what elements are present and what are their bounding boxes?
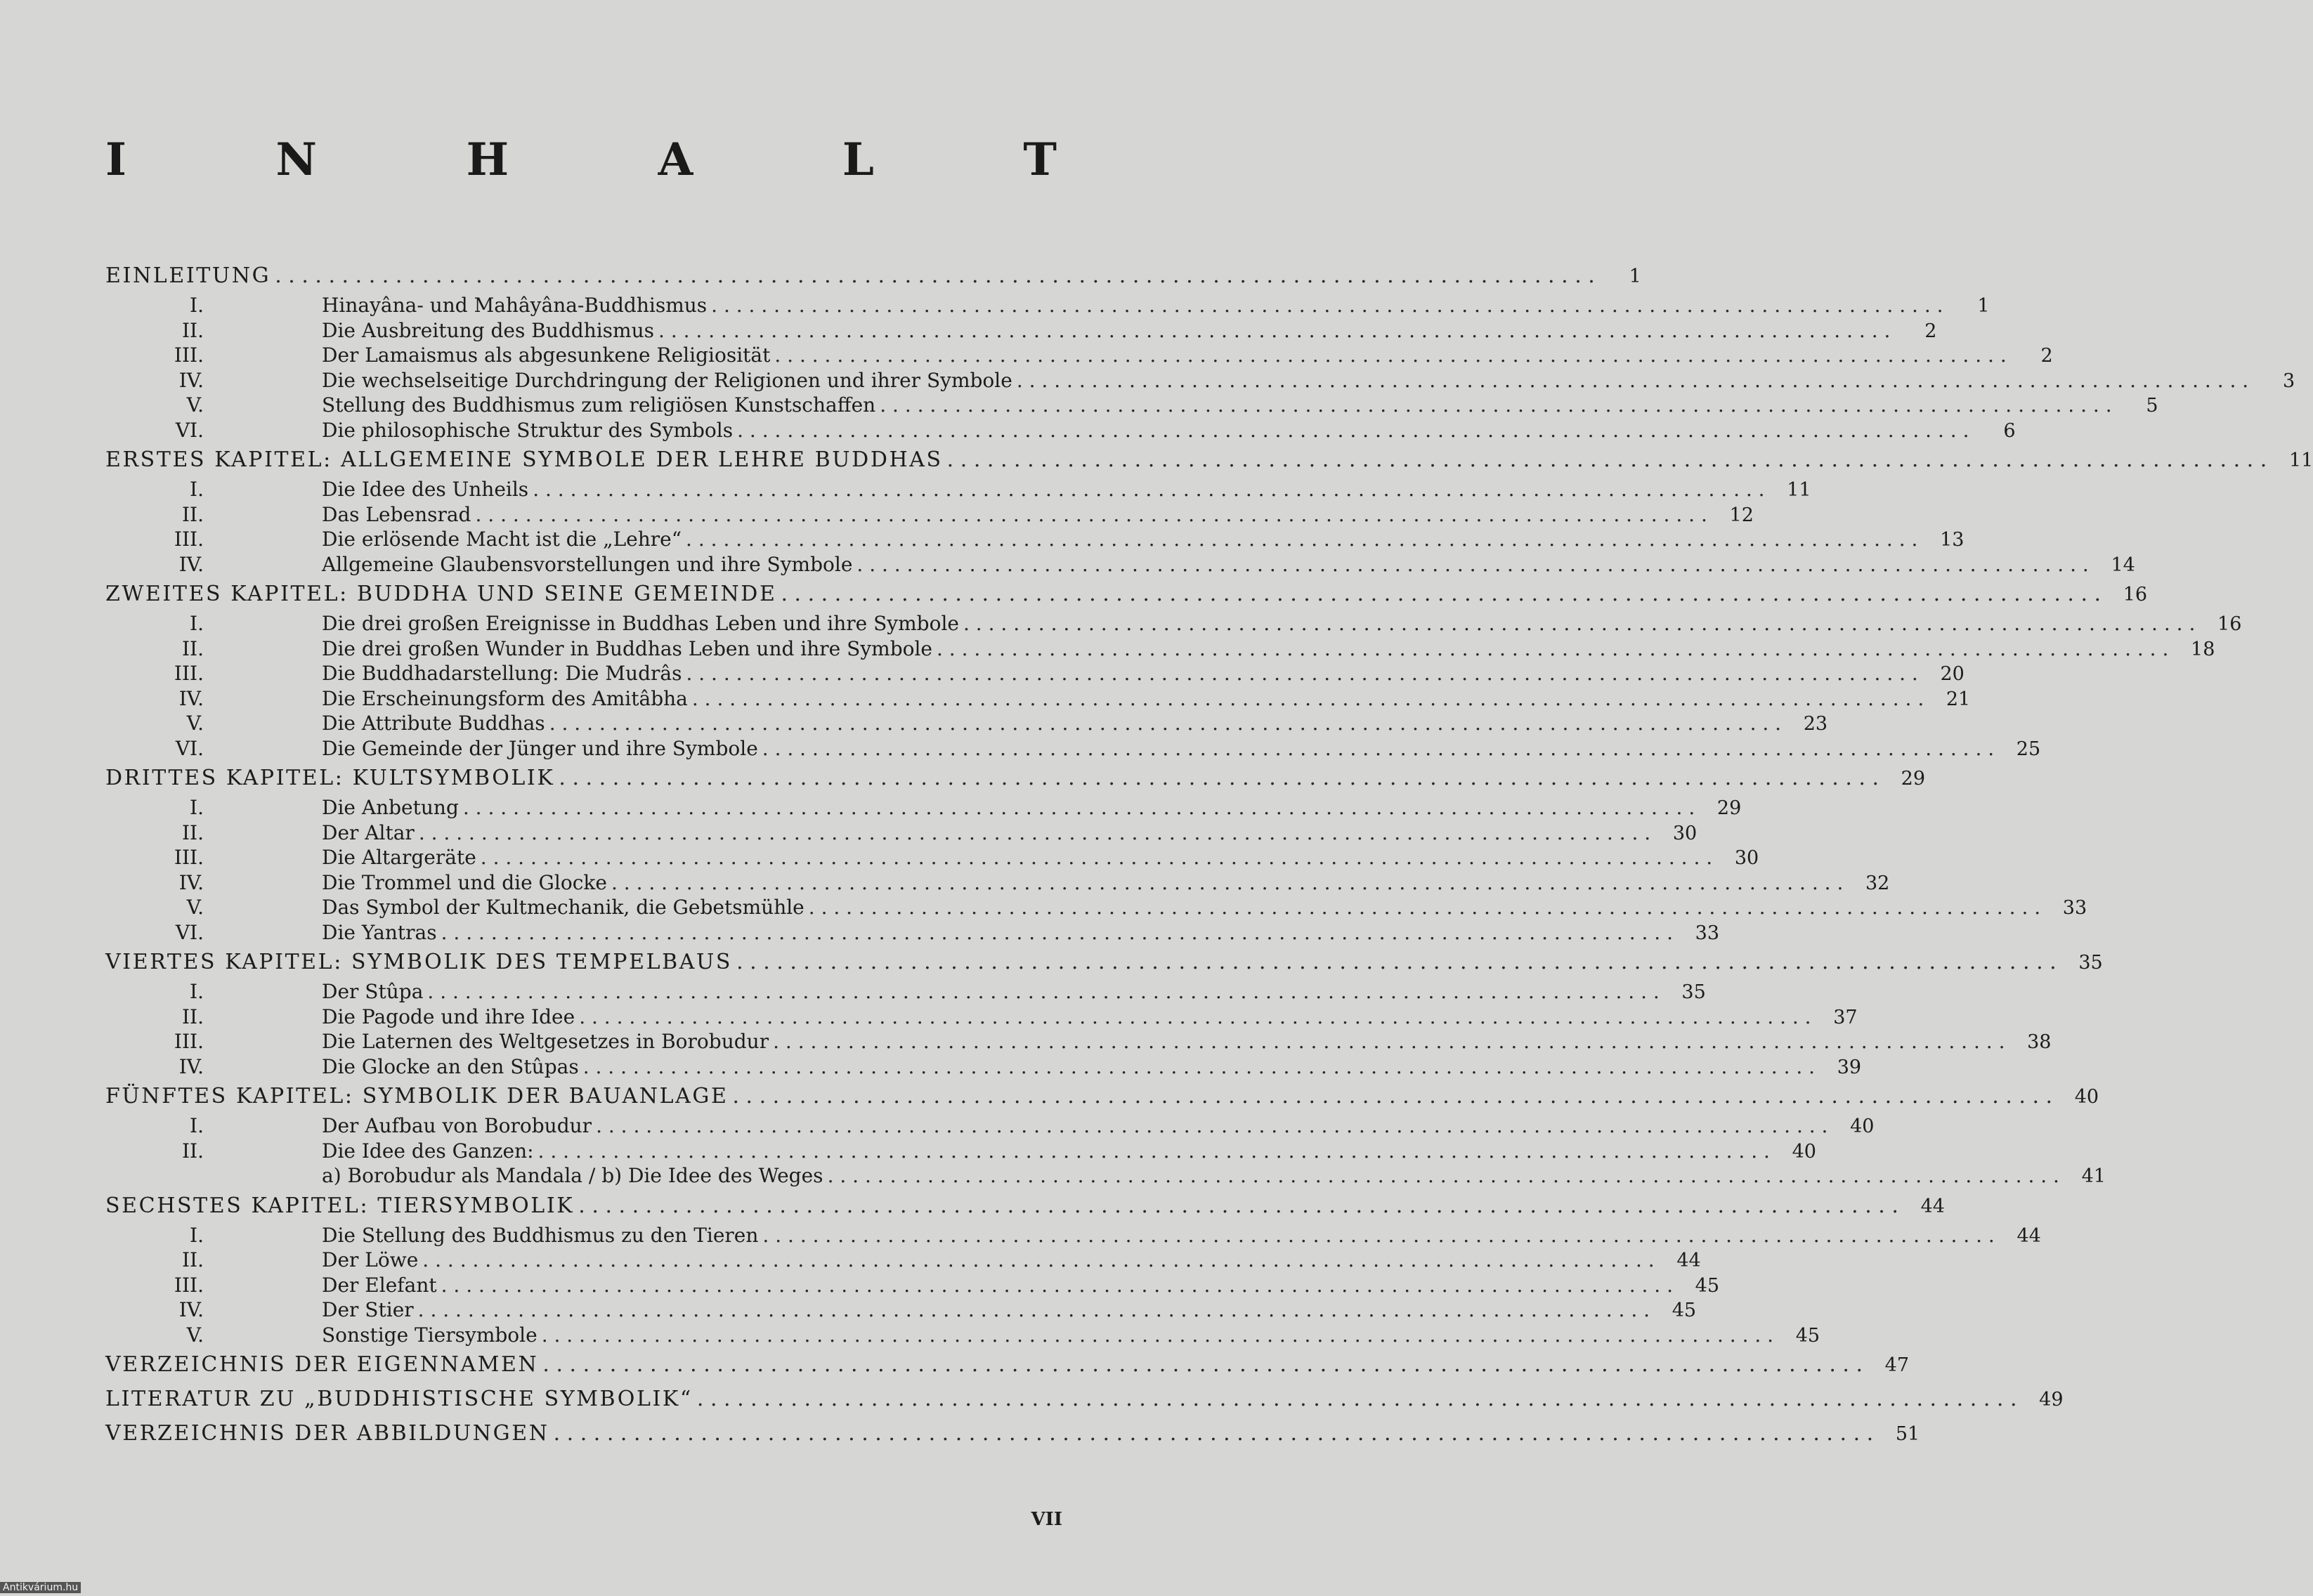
entry-numeral: IV. — [178, 870, 204, 894]
entry-numeral: V. — [186, 393, 204, 417]
page-title — [105, 133, 1057, 186]
toc-entry-row — [105, 477, 1811, 502]
watermark: Antikvárium.hu — [0, 1582, 81, 1593]
entry-numeral: I. — [190, 1223, 204, 1247]
chapter-title: SECHSTES KAPITEL: TIERSYMBOLIK — [105, 1193, 575, 1218]
table-of-contents — [105, 259, 2313, 1451]
page-ref: 1 — [1629, 266, 1641, 287]
dot-leader — [686, 527, 1917, 552]
entry-numeral: IV. — [178, 552, 204, 576]
toc-chapter-row — [105, 761, 1926, 795]
title-letter: T — [1023, 133, 1057, 186]
entry-numeral: I. — [190, 294, 204, 317]
dot-leader — [947, 443, 2267, 477]
toc-entry-row — [105, 920, 1720, 946]
dot-leader — [481, 845, 1712, 870]
page-ref: 16 — [2123, 584, 2148, 606]
entry-title: Der Löwe — [322, 1248, 419, 1271]
page-ref: 25 — [2016, 738, 2041, 760]
page-ref: 21 — [1946, 688, 1971, 710]
entry-title: Der Stier — [322, 1298, 414, 1321]
entry-numeral: III. — [174, 1030, 204, 1053]
page-ref: 3 — [2283, 369, 2295, 392]
toc-entry-row — [105, 1139, 1816, 1164]
page-ref: 44 — [1920, 1195, 1945, 1217]
page-ref: 45 — [1695, 1274, 1720, 1297]
entry-title: Die Ausbreitung des Buddhismus — [322, 318, 655, 342]
page-ref: 45 — [1672, 1300, 1697, 1321]
page-ref: 23 — [1803, 713, 1828, 735]
toc-entry-row — [105, 1163, 2106, 1189]
toc-entry-row — [105, 1005, 1858, 1030]
entry-numeral: VI. — [175, 736, 204, 760]
dot-leader — [463, 795, 1695, 820]
title-letter: H — [466, 133, 509, 186]
page-ref: 20 — [1940, 663, 1965, 685]
page-ref: 6 — [2003, 419, 2016, 442]
dot-leader — [579, 1005, 1811, 1030]
entry-title: Der Altar — [322, 820, 415, 844]
entry-title: Der Aufbau von Borobudur — [322, 1114, 592, 1137]
entry-title: Die Pagode und ihre Idee — [322, 1005, 575, 1028]
dot-leader — [732, 1080, 2052, 1113]
dot-leader — [762, 1223, 1994, 1248]
entry-title: a) Borobudur als Mandala / b) Die Idee des Weges — [322, 1164, 823, 1187]
dot-leader — [611, 870, 1843, 896]
toc-entry-row — [105, 686, 1971, 712]
page-ref: 11 — [1787, 479, 1811, 501]
entry-title: Die Laternen des Weltgesetzes in Borobudur — [322, 1030, 769, 1053]
chapter-title: ZWEITES KAPITEL: BUDDHA UND SEINE GEMEINDE — [105, 582, 777, 606]
dot-leader — [658, 318, 1890, 344]
dot-leader — [774, 343, 2006, 368]
page-ref: 40 — [1850, 1116, 1875, 1137]
entry-numeral: V. — [186, 1323, 204, 1347]
entry-title: Das Symbol der Kultmechanik, die Gebetsmühle — [322, 896, 804, 919]
entry-numeral: II. — [181, 636, 204, 660]
dot-leader — [686, 661, 1917, 686]
entry-title: Der Lamaismus als abgesunkene Religiosität — [322, 344, 771, 367]
toc-entry-row — [105, 820, 1698, 846]
toc-entry-row — [105, 368, 2295, 393]
entry-title: Das Lebensrad — [322, 502, 471, 526]
dot-leader — [542, 1348, 1863, 1382]
entry-numeral: III. — [174, 528, 204, 551]
page-ref: 35 — [2078, 952, 2103, 974]
page-ref: 35 — [1681, 981, 1706, 1003]
chapter-title: VERZEICHNIS DER EIGENNAMEN — [105, 1352, 539, 1377]
dot-leader — [762, 736, 1994, 761]
toc-entry-row — [105, 552, 2135, 577]
entry-numeral: V. — [186, 896, 204, 919]
dot-leader — [441, 1273, 1673, 1298]
title-letter: L — [842, 133, 874, 186]
page-ref: 45 — [1795, 1324, 1820, 1347]
dot-leader — [554, 1417, 1874, 1451]
entry-numeral: IV. — [178, 686, 204, 710]
dot-leader — [275, 259, 1595, 293]
page-ref: 44 — [2016, 1224, 2041, 1247]
entry-numeral: V. — [186, 712, 204, 735]
dot-leader — [963, 611, 2195, 636]
entry-numeral: II. — [181, 502, 204, 526]
toc-entry-row — [105, 343, 2053, 368]
entry-title: Die Trommel und die Glocke — [322, 870, 607, 894]
entry-title: Die Buddhadarstellung: Die Mudrâs — [322, 662, 682, 685]
toc-entry-row — [105, 661, 1965, 686]
entry-title: Die Idee des Ganzen: — [322, 1139, 534, 1163]
chapter-title: FÜNFTES KAPITEL: SYMBOLIK DER BAUANLAGE — [105, 1084, 729, 1108]
entry-title: Die Idee des Unheils — [322, 478, 529, 501]
page-ref: 30 — [1734, 847, 1759, 869]
entry-title: Hinayâna- und Mahâyâna-Buddhismus — [322, 294, 708, 317]
dot-leader — [559, 761, 1879, 795]
page-ref: 2 — [2040, 345, 2053, 367]
page-ref: 39 — [1837, 1056, 1862, 1078]
toc-entry-row — [105, 293, 1990, 318]
entry-numeral: VI. — [175, 418, 204, 442]
entry-numeral: II. — [181, 1139, 204, 1163]
entry-numeral: I. — [190, 796, 204, 819]
toc-entry-row — [105, 736, 2041, 761]
toc-chapter-row — [105, 443, 2313, 477]
page-ref: 1 — [1977, 295, 1990, 317]
entry-title: Die Gemeinde der Jünger und ihre Symbole — [322, 736, 758, 760]
toc-chapter-row — [105, 259, 1641, 293]
dot-leader — [773, 1029, 2005, 1054]
entry-title: Sonstige Tiersymbole — [322, 1323, 537, 1347]
dot-leader — [781, 577, 2101, 611]
page-ref: 33 — [1695, 922, 1720, 944]
toc-chapter-row — [105, 1348, 1909, 1382]
dot-leader — [441, 920, 1673, 946]
page-ref: 16 — [2217, 613, 2242, 635]
chapter-title: VERZEICHNIS DER ABBILDUNGEN — [105, 1421, 549, 1446]
dot-leader — [427, 979, 1659, 1005]
entry-numeral: II. — [181, 318, 204, 342]
entry-numeral: I. — [190, 980, 204, 1003]
page-ref: 29 — [1716, 797, 1742, 819]
entry-title: Der Stûpa — [322, 980, 424, 1003]
page-ref: 49 — [2039, 1389, 2064, 1411]
page-ref: 14 — [2111, 554, 2135, 576]
toc-entry-row — [105, 1029, 2052, 1054]
page-number: VII — [1031, 1509, 1062, 1530]
entry-numeral: IV. — [178, 1298, 204, 1321]
toc-entry-row — [105, 1297, 1697, 1323]
toc-entry-row — [105, 979, 1706, 1005]
page-ref: 12 — [1729, 504, 1754, 526]
toc-chapter-row — [105, 946, 2103, 979]
toc-chapter-row — [105, 577, 2148, 611]
toc-entry-row — [105, 502, 1754, 528]
dot-leader — [596, 1113, 1827, 1139]
chapter-title: LITERATUR ZU „BUDDHISTISCHE SYMBOLIK“ — [105, 1387, 693, 1411]
entry-title: Die Erscheinungsform des Amitâbha — [322, 686, 688, 710]
dot-leader — [856, 552, 2088, 577]
page-ref: 11 — [2288, 450, 2313, 471]
dot-leader — [809, 895, 2040, 920]
title-letter: N — [275, 133, 317, 186]
dot-leader — [475, 502, 1707, 528]
entry-title: Die Anbetung — [322, 796, 459, 819]
toc-entry-row — [105, 1054, 1862, 1080]
toc-entry-row — [105, 393, 2158, 418]
toc-entry-row — [105, 318, 1937, 344]
dot-leader — [737, 418, 1969, 443]
dot-leader — [828, 1163, 2059, 1189]
dot-leader — [692, 686, 1924, 712]
chapter-title: VIERTES KAPITEL: SYMBOLIK DES TEMPELBAUS — [105, 950, 733, 974]
dot-leader — [583, 1054, 1815, 1080]
chapter-title: EINLEITUNG — [105, 263, 271, 288]
entry-title: Die drei großen Wunder in Buddhas Leben und ihre Symbole — [322, 636, 932, 660]
entry-title: Die drei großen Ereignisse in Buddhas Leben und ihre Symbole — [322, 612, 959, 635]
toc-entry-row — [105, 845, 1759, 870]
toc-entry-row — [105, 611, 2242, 636]
page-ref: 38 — [2027, 1031, 2052, 1053]
toc-entry-row — [105, 711, 1828, 736]
page-ref: 5 — [2146, 395, 2158, 417]
entry-numeral: II. — [181, 820, 204, 844]
toc-entry-row — [105, 1273, 1720, 1298]
dot-leader — [549, 711, 1781, 736]
toc-entry-row — [105, 1323, 1820, 1348]
page-ref: 40 — [2074, 1086, 2099, 1108]
entry-title: Stellung des Buddhismus zum religiösen Kunstschaffen — [322, 393, 876, 417]
entry-title: Die Glocke an den Stûpas — [322, 1054, 579, 1078]
dot-leader — [542, 1323, 1773, 1348]
toc-chapter-row — [105, 1080, 2099, 1113]
page-ref: 40 — [1792, 1140, 1816, 1163]
page-ref: 51 — [1895, 1423, 1920, 1445]
entry-title: Die erlösende Macht ist die „Lehre“ — [322, 528, 682, 551]
entry-title: Die philosophische Struktur des Symbols — [322, 418, 734, 442]
dot-leader — [578, 1189, 1898, 1223]
dot-leader — [533, 477, 1764, 502]
entry-numeral: IV. — [178, 368, 204, 392]
dot-leader — [418, 1297, 1650, 1323]
entry-numeral: I. — [190, 1114, 204, 1137]
toc-entry-row — [105, 1248, 1701, 1273]
page-ref: 13 — [1940, 529, 1965, 551]
dot-leader — [422, 1248, 1654, 1273]
entry-title: Die Attribute Buddhas — [322, 712, 545, 735]
chapter-title: DRITTES KAPITEL: KULTSYMBOLIK — [105, 766, 555, 790]
page-ref: 47 — [1884, 1354, 1909, 1376]
entry-numeral: II. — [181, 1005, 204, 1028]
entry-numeral: III. — [174, 344, 204, 367]
page-ref: 33 — [2062, 897, 2087, 919]
dot-leader — [880, 393, 2111, 418]
title-letter: A — [658, 133, 693, 186]
page-ref: 44 — [1676, 1250, 1701, 1271]
toc-entry-row — [105, 1223, 2041, 1248]
entry-numeral: VI. — [175, 920, 204, 944]
dot-leader — [1017, 368, 2248, 393]
dot-leader — [697, 1382, 2017, 1416]
entry-numeral: II. — [181, 1248, 204, 1271]
entry-numeral: III. — [174, 1273, 204, 1297]
toc-chapter-row — [105, 1417, 1920, 1451]
dot-leader — [419, 820, 1650, 846]
chapter-title: ERSTES KAPITEL: ALLGEMEINE SYMBOLE DER LEHRE BUDDHAS — [105, 447, 943, 472]
entry-numeral: IV. — [178, 1054, 204, 1078]
toc-entry-row — [105, 527, 1965, 552]
entry-title: Die Altargeräte — [322, 846, 476, 869]
toc-entry-row — [105, 1113, 1875, 1139]
toc-entry-row — [105, 795, 1742, 820]
toc-entry-row — [105, 418, 2016, 443]
dot-leader — [711, 293, 1943, 318]
page-ref: 41 — [2081, 1165, 2106, 1187]
entry-title: Allgemeine Glaubensvorstellungen und ihre Symbole — [322, 552, 853, 576]
entry-title: Die wechselseitige Durchdringung der Religionen und ihrer Symbole — [322, 368, 1012, 392]
entry-numeral: III. — [174, 846, 204, 869]
page-ref: 29 — [1901, 768, 1926, 790]
page-ref: 18 — [2191, 638, 2215, 660]
entry-numeral: III. — [174, 662, 204, 685]
dot-leader — [736, 946, 2057, 979]
toc-entry-row — [105, 895, 2087, 920]
page-ref: 30 — [1672, 822, 1698, 844]
page-ref: 32 — [1865, 872, 1890, 894]
entry-numeral: I. — [190, 478, 204, 501]
entry-numeral: I. — [190, 612, 204, 635]
toc-entry-row — [105, 870, 1890, 896]
dot-leader — [538, 1139, 1770, 1164]
toc-chapter-row — [105, 1189, 1945, 1223]
entry-title: Der Elefant — [322, 1273, 437, 1297]
title-letter: I — [105, 133, 126, 186]
entry-title: Die Yantras — [322, 920, 437, 944]
page-ref: 37 — [1833, 1006, 1858, 1028]
toc-entry-row — [105, 636, 2215, 662]
page-ref: 2 — [1924, 320, 1937, 342]
toc-chapter-row — [105, 1382, 2064, 1416]
entry-title: Die Stellung des Buddhismus zu den Tieren — [322, 1223, 759, 1247]
dot-leader — [937, 636, 2168, 662]
